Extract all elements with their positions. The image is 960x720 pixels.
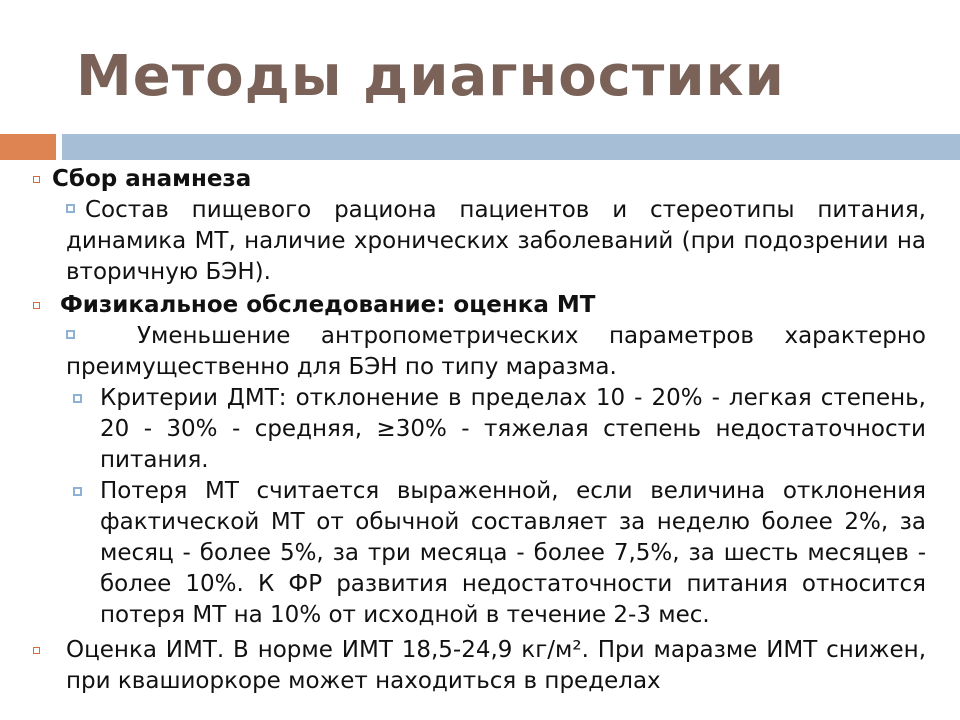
list-item [0, 383, 960, 476]
square-bullet-icon [33, 647, 40, 654]
slide-content [0, 164, 960, 697]
square-bullet-icon [73, 394, 82, 403]
list-item-text: Критерии ДМТ: отклонение в пределах 10 - 20% - легкая степень, 20 - 30% - средняя, ≥30% - тяжелая степень недостаточности питания. [100, 385, 926, 473]
list-item [0, 290, 960, 321]
square-bullet-icon [66, 330, 75, 339]
slide-title: Методы диагностики [76, 44, 785, 109]
square-bullet-icon [33, 176, 40, 183]
list-item [0, 635, 960, 697]
square-bullet-icon [66, 204, 75, 213]
list-item-text: Состав пищевого рациона пациентов и стереотипы питания, динамика МТ, наличие хронических заболеваний (при подозрении на вторичную БЭН). [66, 197, 926, 285]
section-heading: Сбор анамнеза [52, 166, 252, 192]
square-bullet-icon [33, 302, 40, 309]
list-item [0, 321, 960, 383]
section-heading: Физикальное обследование: оценка МТ [60, 292, 596, 318]
list-item [0, 195, 960, 288]
list-item-text: Оценка ИМТ. В норме ИМТ 18,5-24,9 кг/м². При маразме ИМТ снижен, при квашиоркоре может находиться в пределах [66, 637, 926, 694]
square-bullet-icon [73, 487, 82, 496]
list-item-text: Потеря МТ считается выраженной, если величина отклонения фактической МТ от обычной составляет за неделю более 2%, за месяц - более 5%, за три месяца - более 7,5%, за шесть месяцев - более 10%. К ФР развития недостаточности питания относится потеря МТ на 10% от исходной в течение 2-3 мес. [100, 478, 926, 628]
accent-bar-blue [62, 134, 960, 160]
list-item [0, 164, 960, 195]
accent-bar-orange [0, 134, 56, 160]
list-item [0, 476, 960, 631]
list-item-text: Уменьшение антропометрических параметров характерно преимущественно для БЭН по типу маразма. [66, 323, 926, 380]
